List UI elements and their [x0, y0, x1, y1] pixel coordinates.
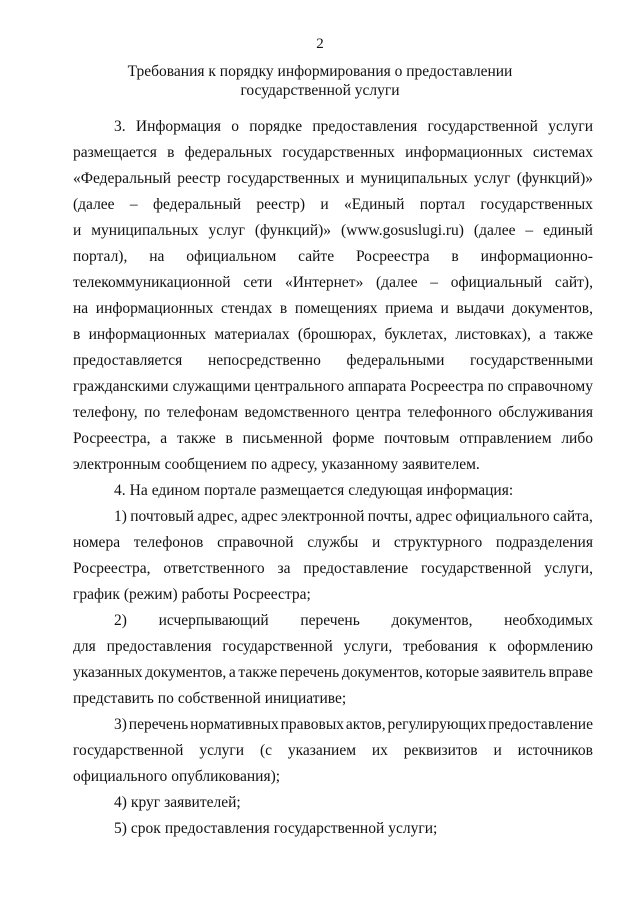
word: единый [543, 222, 593, 239]
word: а [160, 430, 168, 447]
word: аппарата [348, 378, 407, 395]
word: необходимых [504, 612, 593, 629]
word: и [73, 222, 82, 239]
word: федеральный [152, 196, 242, 213]
word: портал [419, 196, 466, 213]
word: служащими [172, 378, 251, 395]
word: предоставление [488, 716, 593, 733]
word: справочному [507, 378, 593, 395]
word: форме [332, 430, 375, 447]
word: информационно- [480, 248, 593, 265]
text-line [73, 738, 593, 764]
text-line [73, 218, 593, 244]
word: документов, [512, 300, 593, 317]
word: государственной [273, 820, 385, 837]
word: представить [73, 690, 154, 707]
word: информационных [95, 300, 214, 317]
word: перечень [300, 612, 360, 629]
word: (www.gosuslugi.ru) [340, 222, 464, 239]
word: (с [259, 742, 272, 759]
word: адресу, [271, 456, 318, 473]
word: круг [130, 794, 161, 811]
text-line [73, 140, 593, 166]
word: 4) [114, 794, 127, 811]
word: источников [517, 742, 593, 759]
word: почтовым [384, 430, 450, 447]
word: на [149, 248, 165, 265]
word: номера [73, 534, 121, 551]
word: телефонам [166, 404, 238, 421]
word: размещается [260, 482, 345, 499]
word: на [73, 300, 89, 317]
word: услуги; [388, 820, 438, 837]
word: опубликования); [171, 768, 281, 785]
word: официального [73, 768, 168, 785]
text-line [73, 452, 593, 478]
word: в [279, 300, 288, 317]
word: почты, [367, 508, 413, 525]
word: сайта, [552, 508, 593, 525]
word: реестр) [256, 196, 306, 213]
word: график [73, 586, 120, 603]
word: 5) [114, 820, 127, 837]
text-line [73, 166, 593, 192]
word: материалах [214, 326, 290, 343]
word: исчерпывающий [158, 612, 269, 629]
word: и [345, 170, 355, 187]
text-line [73, 114, 593, 140]
word: официальном [186, 248, 277, 265]
word: (далее [376, 274, 418, 291]
page-number: 2 [316, 36, 324, 52]
word: услуги [199, 742, 245, 759]
word: 2) [114, 612, 127, 629]
word: письменной [242, 430, 323, 447]
word: 4. [114, 482, 126, 499]
word: почтовый [130, 508, 194, 525]
word: услуги, [544, 560, 593, 577]
text-line [73, 608, 593, 634]
word: в [167, 144, 175, 161]
text-line [73, 244, 593, 270]
word: Росреестра [355, 248, 430, 265]
word: стендах [220, 300, 273, 317]
word: предоставления [312, 118, 418, 135]
text-line [73, 348, 593, 374]
word: 3. [114, 118, 126, 135]
section-title-line-2: государственной услуги [240, 82, 400, 99]
text-line [73, 582, 593, 608]
document-body [73, 114, 593, 842]
word: порядке [249, 118, 303, 135]
word: «Единый [343, 196, 405, 213]
word: едином [151, 482, 201, 499]
word: также [554, 326, 593, 343]
word: Росреестра, [73, 430, 151, 447]
word: службы [307, 534, 359, 551]
text-line [73, 478, 593, 504]
word: актов, [345, 716, 386, 733]
text-line [73, 296, 593, 322]
text-line [73, 764, 593, 790]
text-line [73, 504, 593, 530]
word: в [73, 326, 81, 343]
word: нормативных [190, 716, 279, 733]
word: сайте [298, 248, 335, 265]
word: о [231, 118, 239, 135]
word: телекоммуникационной [73, 274, 231, 291]
word: федеральных [184, 144, 273, 161]
word: (брошюрах, [297, 326, 377, 343]
word: услуги, [343, 638, 393, 655]
word: – [430, 274, 439, 291]
word: также [238, 664, 278, 681]
word: либо [561, 430, 593, 447]
word: требования [403, 638, 479, 655]
word: перечень [279, 664, 340, 681]
word: оформлению [507, 638, 593, 655]
word: по [157, 690, 174, 707]
word: работы [181, 586, 229, 603]
word: приема [385, 300, 433, 317]
word: за [277, 560, 291, 577]
word: «Интернет» [284, 274, 364, 291]
word: по [250, 456, 267, 473]
word: размещается [73, 144, 157, 161]
word: сайт), [554, 274, 593, 291]
word: документов, [391, 612, 473, 629]
word: заявителем. [402, 456, 480, 473]
text-line [73, 556, 593, 582]
word: структурного [393, 534, 483, 551]
word: электронным [73, 456, 161, 473]
word: следующая [348, 482, 423, 499]
word: обслуживания [498, 404, 593, 421]
word: для [73, 638, 96, 655]
word: перечень [128, 716, 189, 733]
word: предоставления [106, 638, 212, 655]
word: государственной [73, 742, 184, 759]
word: (далее [473, 222, 516, 239]
word: подразделения [495, 534, 593, 551]
text-line [73, 712, 593, 738]
word: листовках), [455, 326, 531, 343]
word: официальный [450, 274, 543, 291]
word: к [488, 638, 497, 655]
word: – [525, 222, 534, 239]
word: их [371, 742, 388, 759]
word: телефонного [407, 404, 492, 421]
word: срок [130, 820, 161, 837]
word: ведомственного [244, 404, 350, 421]
word: информационных [405, 144, 523, 161]
word: информация: [426, 482, 514, 499]
word: и [440, 300, 449, 317]
word: реквизитов [403, 742, 478, 759]
word: адрес [241, 508, 278, 525]
word: правовых [280, 716, 344, 733]
word: портале [204, 482, 257, 499]
word: портал), [73, 248, 128, 265]
word: также [176, 430, 216, 447]
word: центра [355, 404, 402, 421]
text-line [73, 426, 593, 452]
word: телефонов [133, 534, 204, 551]
text-line [73, 192, 593, 218]
word: документов, [145, 664, 227, 681]
word: и [320, 196, 329, 213]
word: а [228, 664, 236, 681]
text-line [73, 530, 593, 556]
word: электронной [281, 508, 365, 525]
word: вправе [548, 664, 593, 681]
word: инициативе; [264, 690, 347, 707]
word: по [144, 404, 161, 421]
word: заявитель [481, 664, 546, 681]
word: указанных [73, 664, 143, 681]
word: государственной [222, 638, 333, 655]
word: по [487, 378, 504, 395]
word: предоставление [303, 560, 409, 577]
word: 1) [114, 508, 127, 525]
word: сообщением [164, 456, 247, 473]
word: Росреестра, [73, 560, 151, 577]
word: государственными [470, 352, 593, 369]
word: телефону, [73, 404, 138, 421]
word: ответственного [163, 560, 265, 577]
word: предоставляется [73, 352, 183, 369]
word: помещениях [294, 300, 378, 317]
text-line [73, 400, 593, 426]
text-line [73, 322, 593, 348]
word: заявителей; [164, 794, 241, 811]
word: «Федеральный [73, 170, 172, 187]
word: и [371, 534, 381, 551]
word: адрес, [197, 508, 238, 525]
word: услуг [208, 222, 245, 239]
section-title-line-1: Требования к порядку информирования о предоставлении [127, 63, 513, 80]
word: документов, [341, 664, 423, 681]
word: государственных [480, 196, 593, 213]
word: центрального [254, 378, 345, 395]
word: 3) [114, 716, 127, 733]
word: муниципальных [360, 170, 468, 187]
word: системах [532, 144, 593, 161]
word: буклетах, [384, 326, 448, 343]
word: государственных [227, 170, 340, 187]
word: государственных [282, 144, 395, 161]
word: реестр [177, 170, 221, 187]
word: услуги [548, 118, 593, 135]
word: официального [455, 508, 550, 525]
section-title [0, 62, 640, 100]
text-line [73, 374, 593, 400]
word: отправлением [459, 430, 552, 447]
word: На [129, 482, 148, 499]
text-line [73, 816, 593, 842]
word: указанием [287, 742, 357, 759]
word: сети [243, 274, 273, 291]
word: в [225, 430, 233, 447]
text-line [73, 790, 593, 816]
word: Росреестра; [232, 586, 311, 603]
word: выдачи [456, 300, 505, 317]
word: Росреестра [410, 378, 484, 395]
word: информационных [88, 326, 207, 343]
word: адрес [415, 508, 453, 525]
word: федеральными [346, 352, 445, 369]
text-line [73, 634, 593, 660]
word: указанному [321, 456, 399, 473]
word: (функций)» [516, 170, 593, 187]
word: которые [425, 664, 480, 681]
word: в [451, 248, 459, 265]
word: справочной [217, 534, 294, 551]
word: муниципальных [91, 222, 199, 239]
word: (функций)» [254, 222, 332, 239]
word: государственной [427, 118, 538, 135]
word: государственной [420, 560, 532, 577]
word: Информация [135, 118, 221, 135]
word: – [129, 196, 138, 213]
word: а [539, 326, 546, 343]
word: и [493, 742, 502, 759]
word: регулирующих [387, 716, 487, 733]
text-line [73, 660, 593, 686]
word: собственной [177, 690, 261, 707]
word: услуг [474, 170, 511, 187]
word: предоставления [164, 820, 270, 837]
word: (далее [73, 196, 115, 213]
text-line [73, 270, 593, 296]
word: непосредственно [207, 352, 321, 369]
text-line [73, 686, 593, 712]
word: гражданскими [73, 378, 169, 395]
word: (режим) [123, 586, 178, 603]
